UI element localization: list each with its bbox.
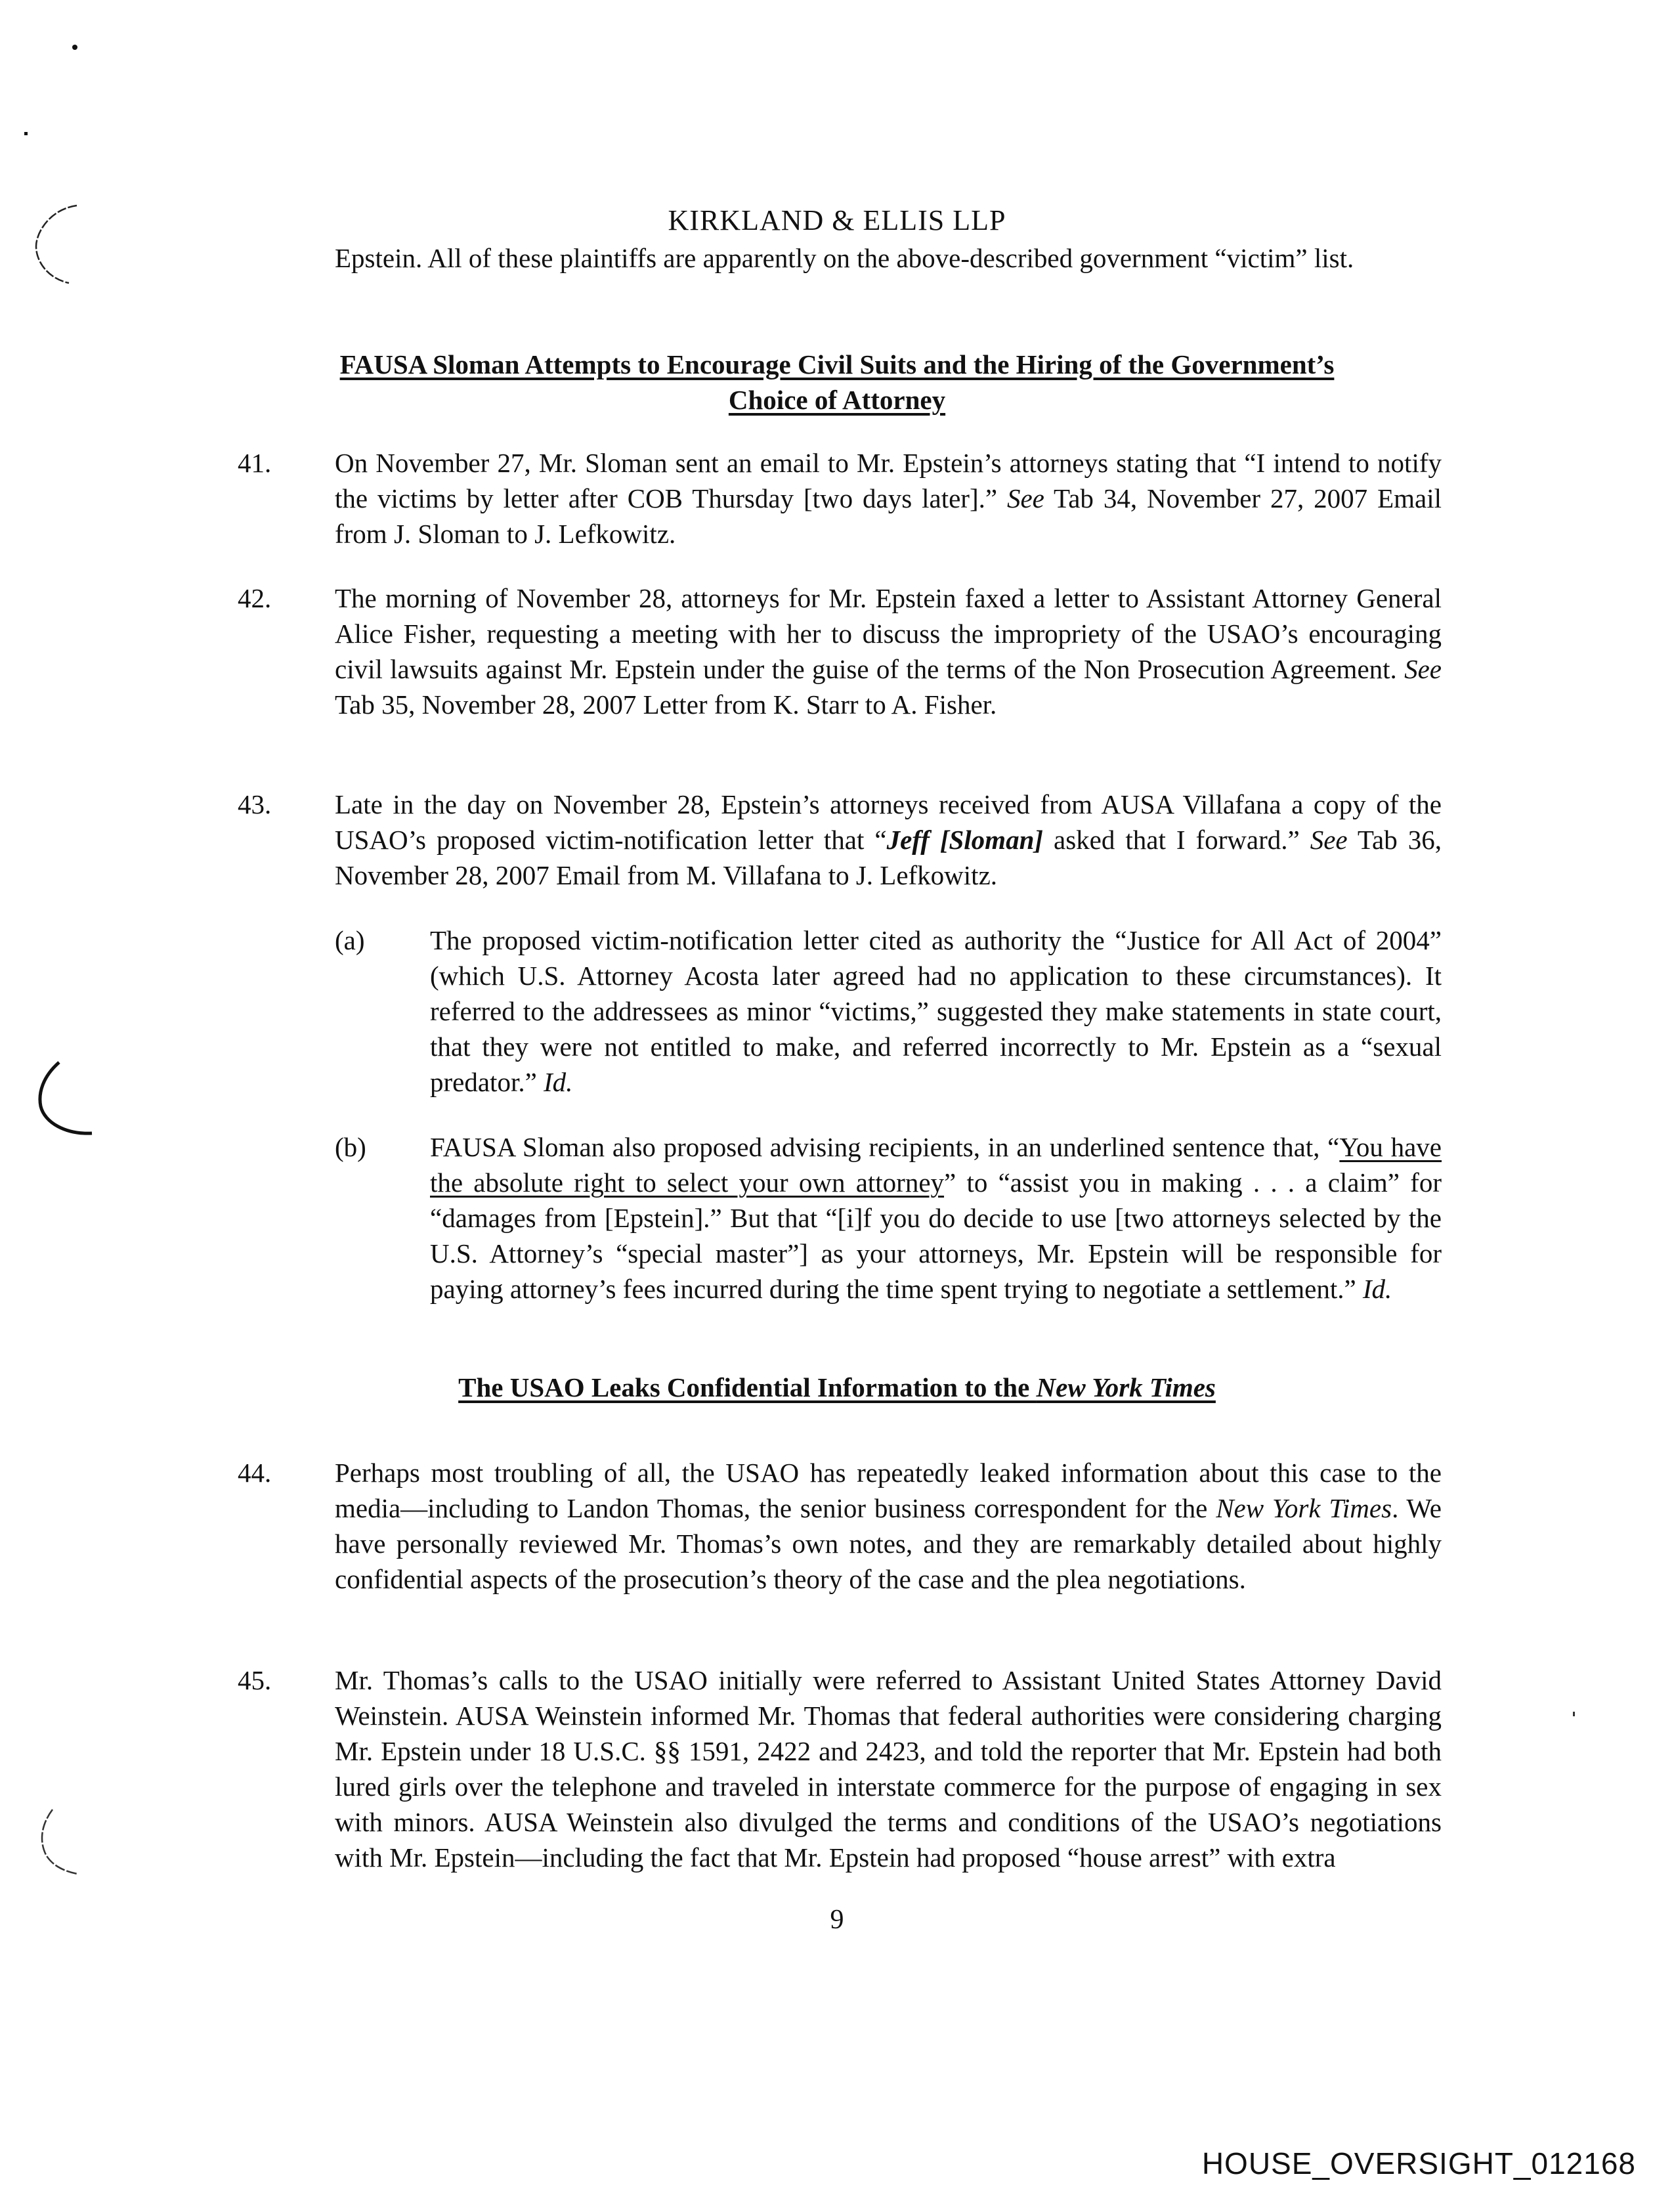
quoted-name: Jeff [Sloman] bbox=[886, 825, 1044, 855]
text-run: The proposed victim-notification letter cited as authority the “Justice for All Act of 2004” (which U.S. Attorney Acosta later agreed had no application to these circumstances). It referred to the addressees as minor “victims,” suggested they make statements in state court, that they were not entitled to make, and referred incorrectly to Mr. Epstein as a “sexual predator.” bbox=[430, 925, 1442, 1097]
text-run: FAUSA Sloman also proposed advising recipients, in an underlined sentence that, “ bbox=[430, 1132, 1340, 1162]
text-run: Tab 34, November 27, 2007 Email from J. Sloman to J. Lefkowitz. bbox=[335, 483, 1442, 549]
text-run: The morning of November 28, attorneys for Mr. Epstein faxed a letter to Assistant Attorney General Alice Fisher, requesting a meeting with her to discuss the impropriety of the USAO’s encouraging civil lawsuits against Mr. Epstein under the guise of the terms of the Non Prosecution Agreement. bbox=[335, 583, 1442, 684]
citation-id: Id. bbox=[1362, 1274, 1392, 1304]
publication-name: New York Times bbox=[1216, 1493, 1392, 1523]
text-run: Perhaps most troubling of all, the USAO has repeatedly leaked information about this case to the media—including to Landon Thomas, the senior business correspondent for the bbox=[335, 1458, 1442, 1523]
section-heading-line2: Choice of Attorney bbox=[728, 385, 946, 415]
page-number: 9 bbox=[830, 1905, 844, 1935]
binder-hole-mark bbox=[33, 1057, 98, 1142]
paragraph-text bbox=[335, 445, 1442, 552]
section-heading-leaks bbox=[197, 1370, 1477, 1405]
text-run: Tab 36, November 28, 2007 Email from M. Villafana to J. Lefkowitz. bbox=[335, 825, 1442, 890]
paragraph-44 bbox=[238, 1455, 1442, 1597]
underlined-quote: You have the absolute right to select your own attorney bbox=[430, 1132, 1442, 1198]
bates-number: HOUSE_OVERSIGHT_012168 bbox=[1201, 2146, 1636, 2180]
paragraph-43 bbox=[238, 787, 1442, 893]
continuation-text: Epstein. All of these plaintiffs are apparently on the above-described government “victim” list. bbox=[335, 243, 1354, 273]
heading-publication: New York Times bbox=[1036, 1372, 1216, 1402]
text-run: On November 27, Mr. Sloman sent an email to Mr. Epstein’s attorneys stating that “I intend to notify the victims by letter after COB Thursday [two days later].” bbox=[335, 448, 1442, 513]
binder-hole-mark bbox=[33, 1806, 85, 1878]
paragraph-42 bbox=[238, 580, 1442, 722]
subparagraph-letter: (a) bbox=[335, 925, 365, 955]
paragraph-number: 45. bbox=[238, 1665, 272, 1695]
subparagraph-text bbox=[430, 1129, 1442, 1307]
citation-id: Id. bbox=[544, 1067, 573, 1097]
paragraph-number: 43. bbox=[238, 789, 272, 819]
section-heading-text bbox=[458, 1372, 1216, 1402]
paragraph-number: 41. bbox=[238, 448, 272, 478]
subparagraph-43b bbox=[335, 1129, 1442, 1307]
paragraph-number: 42. bbox=[238, 583, 272, 613]
scan-dot-mark bbox=[24, 131, 29, 137]
paragraph-text bbox=[335, 580, 1442, 722]
paragraph-text: Mr. Thomas’s calls to the USAO initially were referred to Assistant United States Attorney David Weinstein. AUSA Weinstein informed Mr. Thomas that federal authorities were considering charging Mr. Epstein under 18 U.S.C. §§ 1591, 2422 and 2423, and told the reporter that Mr. Epstein had both lured girls over the telephone and traveled in interstate commerce for the purpose of engaging in sex with minors. AUSA Weinstein also divulged the terms and conditions of the USAO’s negotiations with Mr. Epstein—including the fact that Mr. Epstein had proposed “house arrest” with extra bbox=[335, 1665, 1442, 1873]
signal-see: See bbox=[1006, 483, 1044, 513]
firm-letterhead: KIRKLAND & ELLIS LLP bbox=[668, 204, 1006, 236]
text-run: Late in the day on November 28, Epstein’s attorneys received from AUSA Villafana a copy of the USAO’s proposed victim-notification letter that “ bbox=[335, 789, 1442, 855]
subparagraph-text bbox=[430, 922, 1442, 1100]
scan-dot-mark bbox=[71, 43, 79, 51]
scan-speck-mark bbox=[1572, 1711, 1577, 1718]
subparagraph-letter: (b) bbox=[335, 1132, 366, 1162]
paragraph-45 bbox=[238, 1662, 1442, 1875]
paragraph-41 bbox=[238, 445, 1442, 552]
section-heading-sloman bbox=[197, 347, 1477, 418]
signal-see: See bbox=[1404, 654, 1442, 684]
paragraph-number: 44. bbox=[238, 1458, 272, 1488]
paragraph-text bbox=[335, 787, 1442, 893]
text-run: ” to “assist you in making . . . a claim” for “damages from [Epstein].” But that “[i]f you do decide to use [two attorneys selected by the U.S. Attorney’s “special master”] as your attorneys, Mr. Epstein will be responsible for paying attorney’s fees incurred during the time spent trying to negotiate a settlement.” bbox=[430, 1167, 1442, 1304]
text-run: asked that I forward.” bbox=[1043, 825, 1310, 855]
signal-see: See bbox=[1310, 825, 1348, 855]
section-heading-line1: FAUSA Sloman Attempts to Encourage Civil Suits and the Hiring of the Government’s bbox=[339, 349, 1335, 380]
text-run: . We have personally reviewed Mr. Thomas’s own notes, and they are remarkably detailed about highly confidential aspects of the prosecution’s theory of the case and the plea negotiations. bbox=[335, 1493, 1442, 1594]
text-run: Tab 35, November 28, 2007 Letter from K. Starr to A. Fisher. bbox=[335, 689, 997, 720]
paragraph-text bbox=[335, 1455, 1442, 1597]
heading-prefix: The USAO Leaks Confidential Information to the bbox=[458, 1372, 1037, 1402]
subparagraph-43a bbox=[335, 922, 1442, 1100]
